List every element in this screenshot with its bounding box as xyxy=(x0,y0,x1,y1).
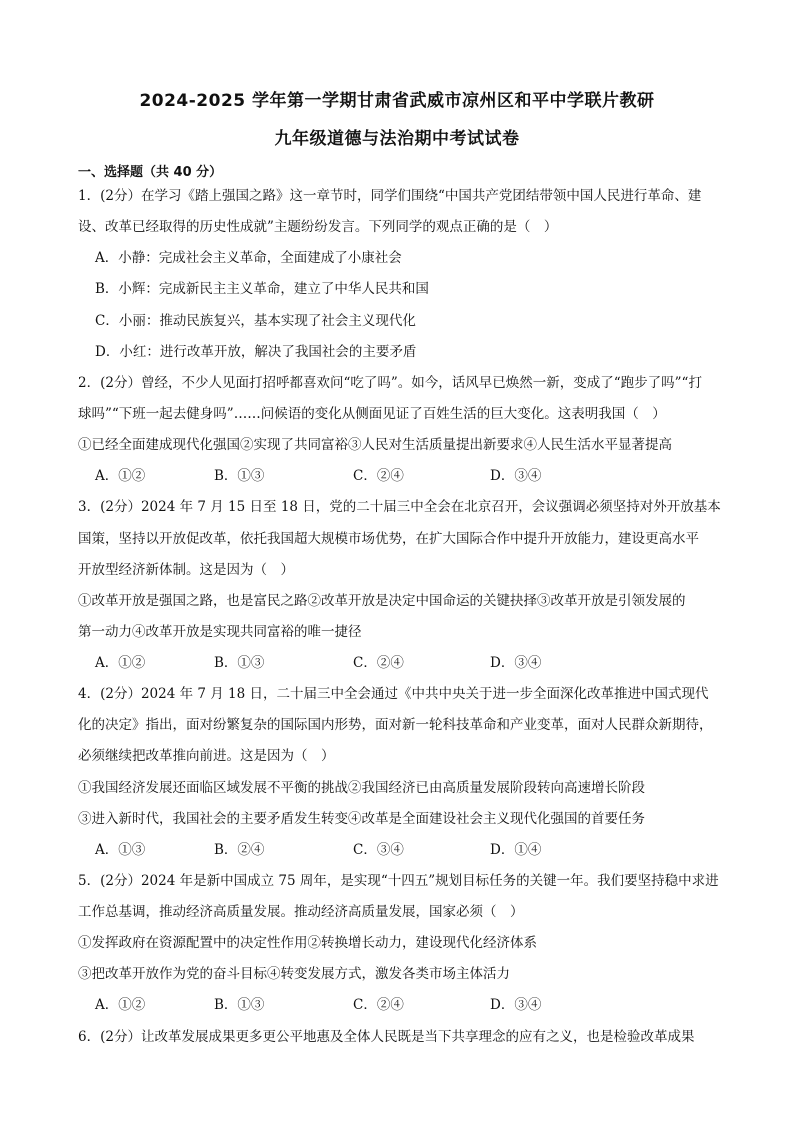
question-4-choice-a: A．①③ xyxy=(95,842,146,858)
question-1-stem: 1．(2分）在学习《踏上强国之路》这一章节时，同学们围绕“中国共产党团结带领中国人民进行革命、建 xyxy=(78,188,702,204)
question-2-choice-d: D．③④ xyxy=(490,468,542,484)
section-heading: 一、选择题（共 40 分） xyxy=(78,165,223,180)
question-5-statements: ③把改革开放作为党的奋斗目标④转变发展方式，激发各类市场主体活力 xyxy=(78,966,510,982)
question-5-statements: ①发挥政府在资源配置中的决定性作用②转换增长动力，建设现代化经济体系 xyxy=(78,935,537,951)
question-4-stem: 4．(2分）2024 年 7 月 18 日，二十届三中全会通过《中共中央关于进一步全面深化改革推进中国式现代 xyxy=(78,686,709,702)
question-3-statements: 第一动力④改革开放是实现共同富裕的唯一捷径 xyxy=(78,624,362,640)
question-2-statements: ①已经全面建成现代化强国②实现了共同富裕③人民对生活质量提出新要求④人民生活水平显著提高 xyxy=(78,437,672,453)
question-4-statements: ③进入新时代，我国社会的主要矛盾发生转变④改革是全面建设社会主义现代化强国的首要任务 xyxy=(78,811,645,827)
question-5-stem: 工作总基调，推动经济高质量发展。推动经济高质量发展，国家必须（ ） xyxy=(78,904,524,920)
question-4-choice-d: D．①④ xyxy=(490,842,542,858)
question-1-stem: 设、改革已经取得的历史性成就”主题纷纷发言。下列同学的观点正确的是（ ） xyxy=(78,219,558,235)
question-4-choice-b: B．②④ xyxy=(214,842,265,858)
question-3-stem: 3．(2分）2024 年 7 月 15 日至 18 日，党的二十届三中全会在北京召开，会议强调必须坚持对外开放基本 xyxy=(78,499,721,515)
question-3-stem: 开放型经济新体制。这是因为（ ） xyxy=(78,562,294,578)
question-2-stem: 2．(2分）曾经，不少人见面打招呼都喜欢问“吃了吗”。如今，话风早已焕然一新，变成了“跑步了吗”“打 xyxy=(78,375,702,391)
question-3-choice-d: D．③④ xyxy=(490,655,542,671)
question-5-choice-a: A．①② xyxy=(95,997,146,1013)
question-1-option-a: A．小静：完成社会主义革命，全面建成了小康社会 xyxy=(95,250,402,266)
question-5-choice-c: C．②④ xyxy=(353,997,404,1013)
question-3-choice-a: A．①② xyxy=(95,655,146,671)
question-2-choice-a: A．①② xyxy=(95,468,146,484)
question-6-stem: 6．(2分）让改革发展成果更多更公平地惠及全体人民既是当下共享理念的应有之义，也是检验改革成果 xyxy=(78,1029,695,1045)
question-2-choice-b: B．①③ xyxy=(214,468,265,484)
question-5-choice-b: B．①③ xyxy=(214,997,265,1013)
question-3-statements: ①改革开放是强国之路，也是富民之路②改革开放是决定中国命运的关键抉择③改革开放是引领发展的 xyxy=(78,593,686,609)
exam-title-line-2: 九年级道德与法治期中考试试卷 xyxy=(274,129,520,149)
question-2-choice-c: C．②④ xyxy=(353,468,404,484)
question-1-option-d: D．小红：进行改革开放，解决了我国社会的主要矛盾 xyxy=(95,344,417,360)
question-5-stem: 5．(2分）2024 年是新中国成立 75 周年，是实现“十四五”规划目标任务的关键一年。我们要坚持稳中求进 xyxy=(78,873,719,889)
question-4-statements: ①我国经济发展还面临区域发展不平衡的挑战②我国经济已由高质量发展阶段转向高速增长阶段 xyxy=(78,780,645,796)
question-4-stem: 必须继续把改革推向前进。这是因为（ ） xyxy=(78,748,335,764)
question-5-choice-d: D．③④ xyxy=(490,997,542,1013)
question-1-option-b: B．小辉：完成新民主主义革命，建立了中华人民共和国 xyxy=(95,281,429,297)
question-1-option-c: C．小丽：推动民族复兴，基本实现了社会主义现代化 xyxy=(95,313,416,329)
exam-title-line-1: 2024-2025 学年第一学期甘肃省武威市凉州区和平中学联片教研 xyxy=(139,91,655,111)
question-3-choice-b: B．①③ xyxy=(214,655,265,671)
question-4-choice-c: C．③④ xyxy=(353,842,404,858)
question-4-stem: 化的决定》指出，面对纷繁复杂的国际国内形势，面对新一轮科技革命和产业变革，面对人民群众新期待， xyxy=(78,717,713,733)
question-3-choice-c: C．②④ xyxy=(353,655,404,671)
question-2-stem: 球吗”“下班一起去健身吗”……问候语的变化从侧面见证了百姓生活的巨大变化。这表明我国（ ） xyxy=(78,406,666,422)
question-3-stem: 国策，坚持以开放促改革，依托我国超大规模市场优势，在扩大国际合作中提升开放能力，建设更高水平 xyxy=(78,531,699,547)
